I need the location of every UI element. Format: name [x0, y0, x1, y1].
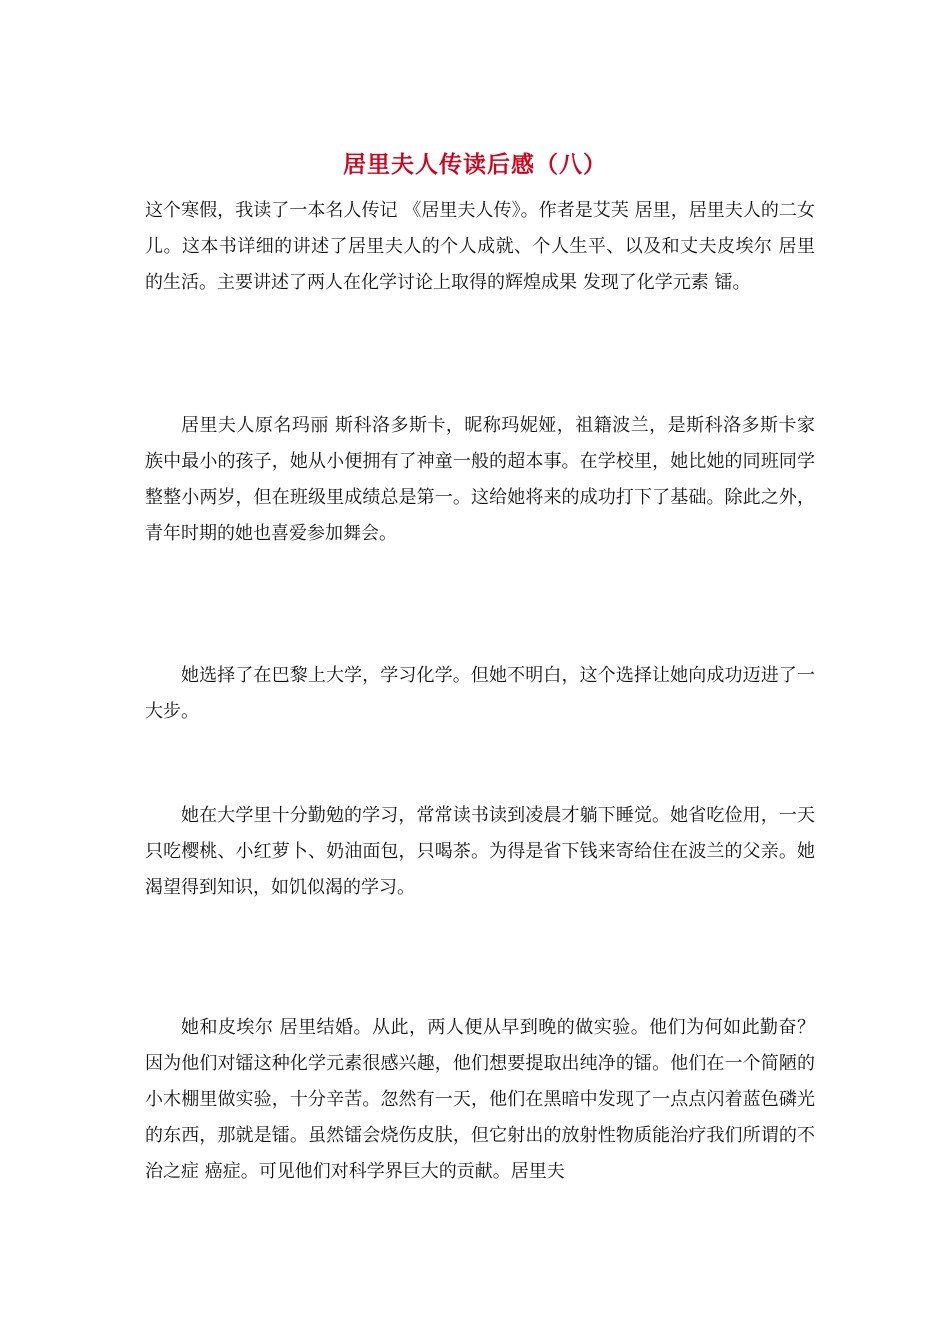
paragraph-marriage-radium: 她和皮埃尔 居里结婚。从此，两人便从早到晚的做实验。他们为何如此勤奋？因为他们对镭这种化学元素很感兴趣，他们想要提取出纯净的镭。他们在一个简陋的小木棚里做实验，十分辛苦。忽然有一天，他们在黑暗中发现了一点点闪着蓝色磷光的东西，那就是镭。虽然镭会烧伤皮肤，但它射出的放射性物质能治疗我们所谓的不治之症 癌症。可见他们对科学界巨大的贡献。居里夫: [145, 1017, 815, 1182]
paragraph-study-life: 她在大学里十分勤勉的学习，常常读书读到凌晨才躺下睡觉。她省吃俭用，一天只吃樱桃、小红萝卜、奶油面包，只喝茶。为得是省下钱来寄给住在波兰的父亲。她渴望得到知识，如饥似渴的学习。: [145, 805, 815, 898]
paragraph-childhood: 居里夫人原名玛丽 斯科洛多斯卡，昵称玛妮娅，祖籍波兰，是斯科洛多斯卡家族中最小的孩子，她从小便拥有了神童一般的超本事。在学校里，她比她的同班同学整整小两岁，但在班级里成绩总是第一。这给她将来的成功打下了基础。除此之外，青年时期的她也喜爱参加舞会。: [145, 415, 815, 544]
page-title: 居里夫人传读后感（八）: [343, 151, 607, 178]
paragraph-intro: 这个寒假，我读了一本名人传记 《居里夫人传》。作者是艾芙 居里，居里夫人的二女儿。这本书详细的讲述了居里夫人的个人成就、个人生平、以及和丈夫皮埃尔 居里的生活。主要讲述了两人在化学讨论上取得的辉煌成果 发现了化学元素 镭。: [145, 200, 815, 293]
paragraph-university-choice: 她选择了在巴黎上大学，学习化学。但她不明白，这个选择让她向成功迈进了一大步。: [145, 665, 815, 722]
